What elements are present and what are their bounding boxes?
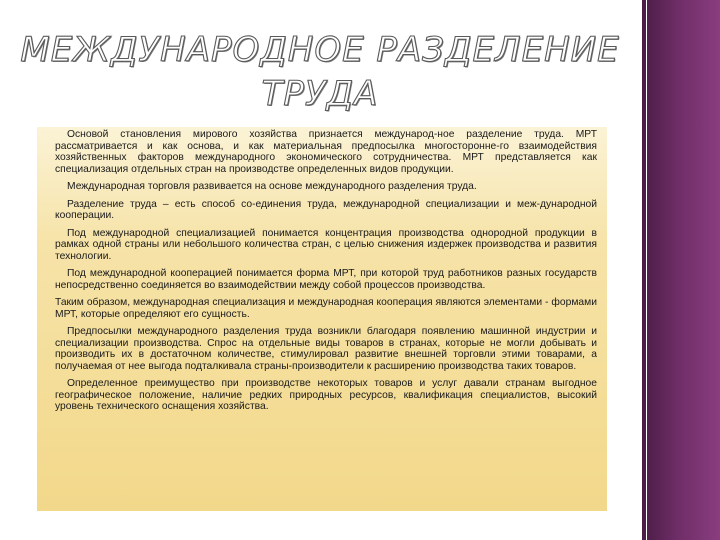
paragraph-4: Под международной специализацией понимается концентрация производства однородной продукции в рамках одной страны или небольшого количества стран, с целью снижения издержек производства и развития технологии.: [55, 227, 597, 262]
title-line-2: ТРУДА: [261, 74, 379, 114]
paragraph-2: Международная торговля развивается на основе международного разделения труда.: [67, 181, 477, 192]
title-line-1: МЕЖДУНАРОДНОЕ РАЗДЕЛЕНИЕ: [20, 30, 620, 70]
sidebar-divider-line: [640, 0, 642, 540]
decorative-sidebar: [642, 0, 720, 540]
paragraph-3: Разделение труда – есть способ со-единения труда, международной специализации и меж-дународной кооперации.: [55, 198, 597, 221]
paragraph-8: Определенное преимущество при производстве некоторых товаров и услуг давали странам выгодное географическое положение, наличие редких природных ресурсов, квалификация специалистов, высокий уровень технического оснащения хозяйства.: [55, 378, 597, 412]
paragraph-6: Таким образом, международная специализация и международная кооперация являются элементами - формами МРТ, которые определяют его сущность.: [55, 297, 597, 320]
content-text-box: [37, 127, 607, 511]
sidebar-divider-line-thin: [646, 0, 647, 540]
paragraph-5: Под международной кооперацией понимается форма МРТ, при которой труд работников разных государств непосредственно соединяется во взаимодействии между собой процессов производства.: [55, 268, 597, 291]
slide-title: [20, 28, 620, 116]
paragraph-7: Предпосылки международного разделения труда возникли благодаря появлению машинной индустрии и специализации производства. Спрос на отдельные виды товаров в странах, которые не могли добывать и производить их в достаточном количестве, стимулировал развитие внешней торговли этими товарами, а получаемая от нее выгода подталкивала страны-производители к расширению производства таких товаров.: [55, 326, 597, 372]
paragraph-1: Основой становления мирового хозяйства признается международ-ное разделение труда. МРТ рассматривается и как основа, и как материальная предпосылка многосторонне-го взаимодействия хозяйственных факторов международного экономического сотрудничества. МРТ представляется как специализация отдельных стран на производстве определенных видов продукции.: [55, 129, 597, 175]
